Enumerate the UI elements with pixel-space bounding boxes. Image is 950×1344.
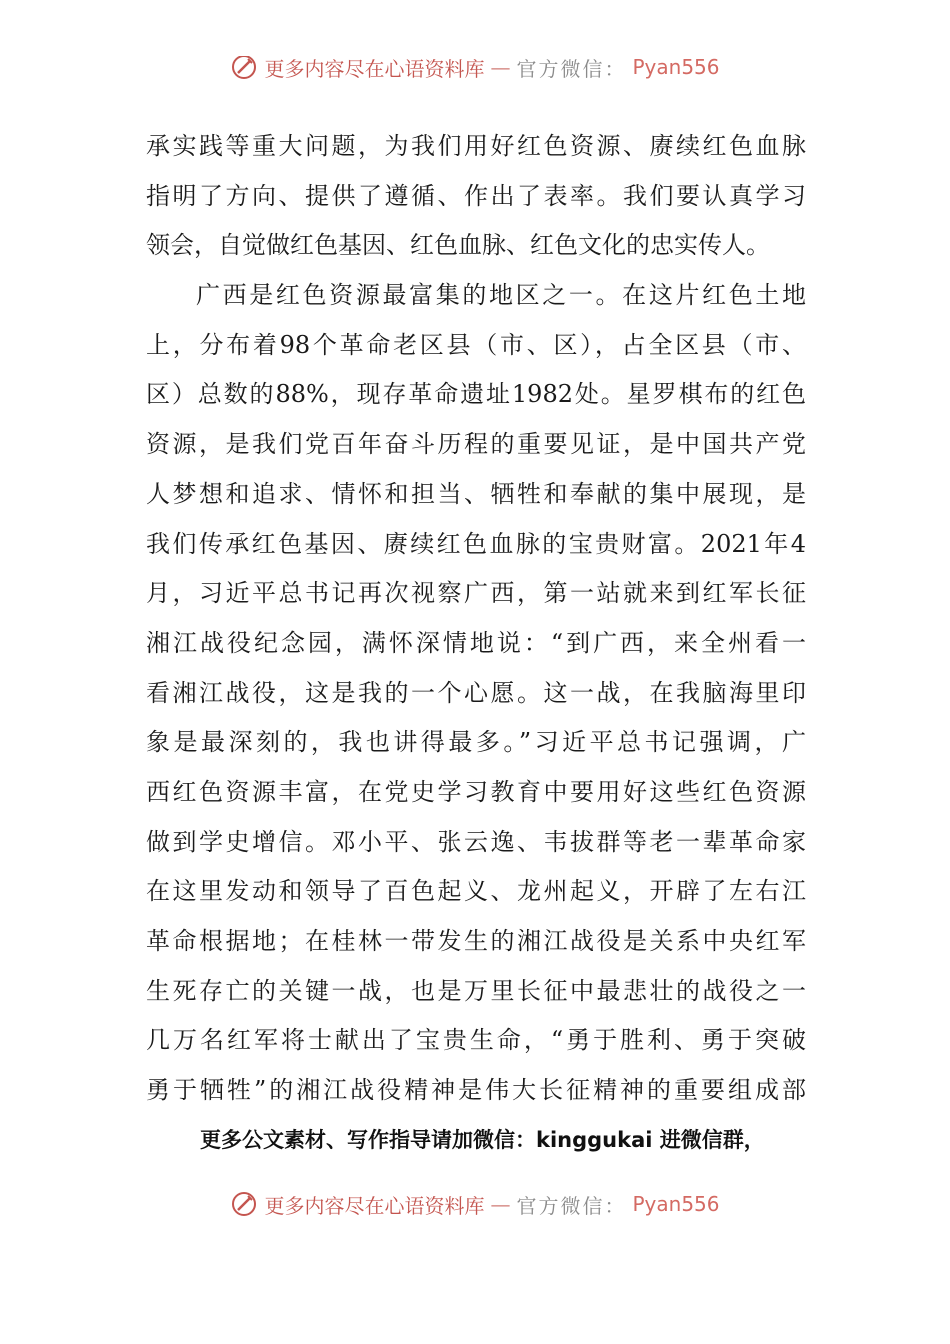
watermark-separator: — xyxy=(490,1192,511,1216)
header-watermark xyxy=(0,56,950,86)
paragraph-line: 我们传承红色基因、赓续红色血脉的宝贵财富。2021年4 xyxy=(146,529,806,558)
paragraph-line: 人梦想和追求、情怀和担当、牺牲和奉献的集中展现，是 xyxy=(146,479,806,508)
watermark-wechat-id: Pyan556 xyxy=(632,56,720,79)
watermark-separator: — xyxy=(490,56,511,79)
brand-logo-icon xyxy=(230,1190,258,1218)
brand-logo-icon xyxy=(230,56,258,81)
paragraph-line: 革命根据地；在桂林一带发生的湘江战役是关系中央红军 xyxy=(146,927,806,955)
paragraph-line: 资源，是我们党百年奋斗历程的重要见证，是中国共产党 xyxy=(146,430,806,459)
paragraph-line: 象是最深刻的，我也讲得最多。”习近平总书记强调，广 xyxy=(146,728,806,757)
watermark-wechat-id: Pyan556 xyxy=(632,1192,720,1216)
watermark-text: 更多内容尽在心语资料库 xyxy=(264,56,485,81)
paragraph-line: 月，习近平总书记再次视察广西，第一站就来到红军长征 xyxy=(146,579,806,608)
paragraph-line: 做到学史增信。邓小平、张云逸、韦拔群等老一辈革命家 xyxy=(146,827,806,856)
paragraph-line: 领会，自觉做红色基因、红色血脉、红色文化的忠实传人。 xyxy=(146,231,770,260)
footer-watermark xyxy=(0,1186,950,1222)
paragraph-line: 指明了方向、提供了遵循、作出了表率。我们要认真学习 xyxy=(146,181,806,210)
watermark-label: 官方微信： xyxy=(516,56,627,81)
paragraph-line: 西红色资源丰富，在党史学习教育中要用好这些红色资源 xyxy=(146,777,806,806)
promo-text: 更多公文素材、写作指导请加微信：kinggukai 进微信群， xyxy=(200,1128,765,1152)
watermark-label: 官方微信： xyxy=(516,1193,627,1218)
paragraph-line: 勇于牺牲”的湘江战役精神是伟大长征精神的重要组成部 xyxy=(146,1076,806,1105)
paragraph-line: 看湘江战役，这是我的一个心愿。这一战，在我脑海里印 xyxy=(146,678,806,707)
paragraph-line: 上，分布着98个革命老区县（市、区），占全区县（市、 xyxy=(146,330,806,359)
paragraph-line: 湘江战役纪念园，满怀深情地说：“到广西，来全州看一 xyxy=(146,628,806,657)
watermark-text: 更多内容尽在心语资料库 xyxy=(264,1193,485,1218)
paragraph-line: 生死存亡的关键一战，也是万里长征中最悲壮的战役之一 xyxy=(146,976,806,1005)
paragraph-line: 在这里发动和领导了百色起义、龙州起义，开辟了左右江 xyxy=(146,877,806,906)
paragraph-line: 承实践等重大问题，为我们用好红色资源、赓续红色血脉 xyxy=(146,132,806,160)
paragraph-line: 广西是红色资源最富集的地区之一。在这片红色土地 xyxy=(196,281,806,310)
paragraph-line: 区）总数的88%，现存革命遗址1982处。星罗棋布的红色 xyxy=(146,380,806,409)
paragraph-line: 几万名红军将士献出了宝贵生命，“勇于胜利、勇于突破 xyxy=(146,1026,806,1055)
article-body xyxy=(146,122,806,1116)
